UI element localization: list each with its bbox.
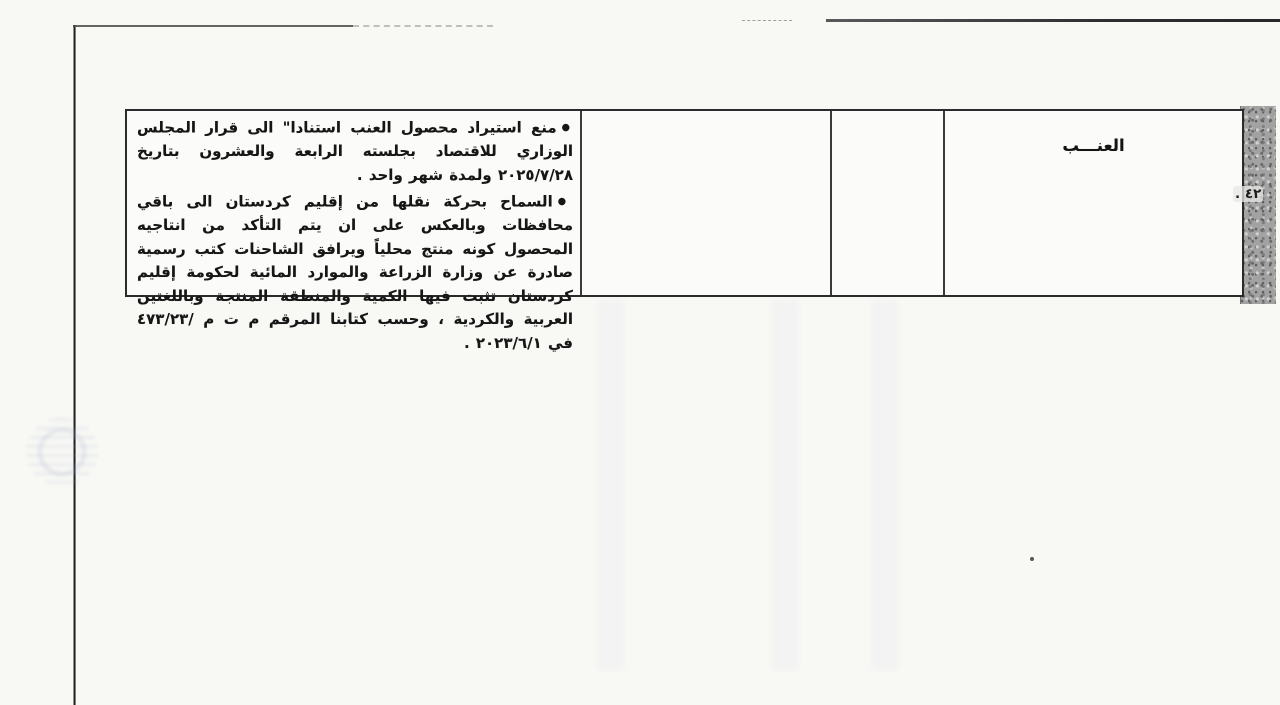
page-edge-hatched-strip [1240, 106, 1276, 304]
ink-dot-artifact [1030, 557, 1034, 561]
decision-details-cell [127, 111, 582, 352]
stamp-bleedthrough [26, 418, 98, 486]
bleedthrough-band [872, 300, 898, 670]
decisions-table [125, 109, 1244, 352]
bleedthrough-band [772, 300, 798, 670]
bullet-icon: ● [561, 122, 573, 133]
scan-artifact-top-left-line-faded [353, 25, 493, 27]
decision-item [137, 116, 573, 187]
decision-text: منع استيراد محصول العنب استنادا" الى قرار المجلس الوزاري للاقتصاد بجلسته الرابعة والعشرون بتاريخ ٢٠٢٥/٧/٢٨ ولمدة شهر واحد . [137, 118, 573, 184]
row-number: ٤٢ . [1235, 186, 1262, 202]
page-fold-vertical-line [73, 25, 76, 705]
scan-artifact-top-right-line-short [742, 20, 792, 21]
empty-cell-1 [582, 111, 832, 295]
decision-item [137, 190, 573, 355]
scan-artifact-top-left-line [73, 25, 353, 27]
scan-artifact-top-right-line [826, 19, 1280, 22]
item-name: العنـــب [1062, 136, 1125, 155]
empty-cell-2 [832, 111, 945, 295]
item-name-cell [945, 111, 1242, 295]
bullet-icon: ● [557, 196, 573, 207]
bleedthrough-band [598, 300, 624, 670]
decision-text: السماح بحركة نقلها من إقليم كردستان الى باقي محافظات وبالعكس على ان يتم التأكد من انتاجيه المحصول كونه منتج محلياً ويرافق الشاحنات كتب رسمية صادرة عن وزارة الزراعة والموارد المائية لحكومة إقليم كردستان تثبت فيها الكمية والمنطقة المنتجة وباللغتين العربية والكردية ، وحسب كتابنا المرقم م ت م /٤٧٣/٢٣ في ٢٠٢٣/٦/١ . [137, 192, 573, 352]
